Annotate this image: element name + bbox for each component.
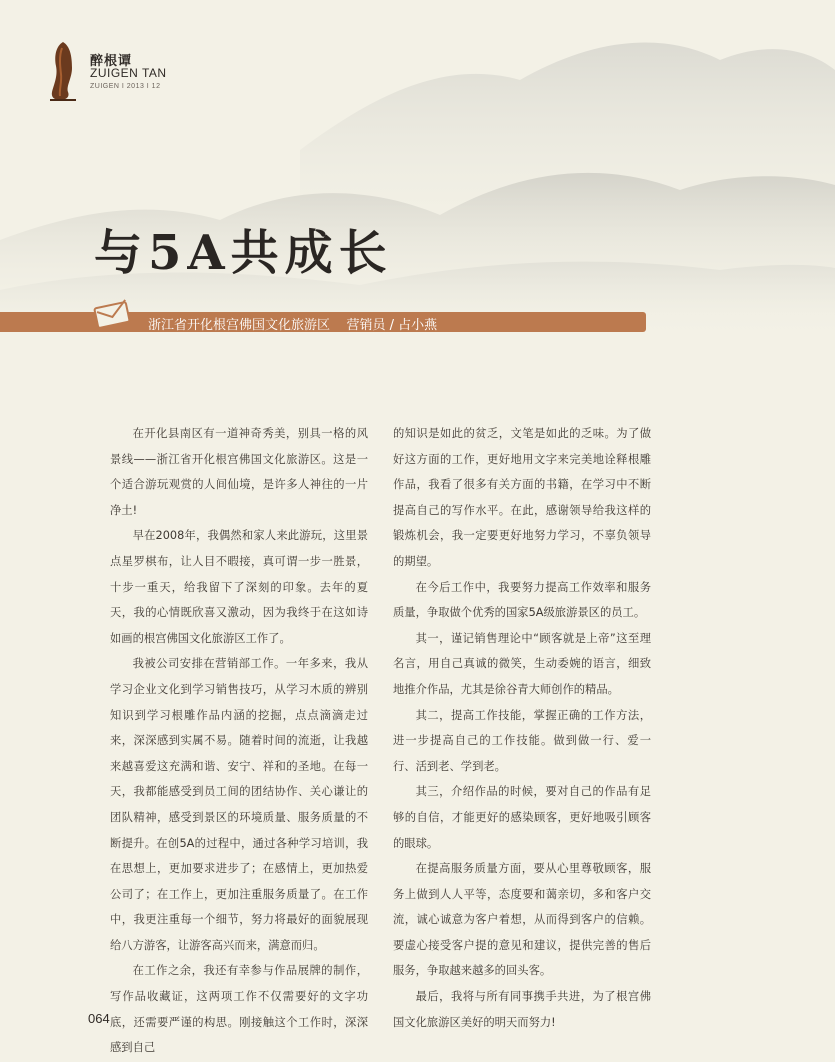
paragraph: 最后，我将与所有同事携手共进，为了根宫佛国文化旅游区美好的明天而努力! bbox=[393, 990, 651, 1029]
issue-number: ZUIGEN I 2013 I 12 bbox=[90, 83, 161, 90]
envelope-icon bbox=[92, 297, 134, 331]
paragraph: 的知识是如此的贫乏，文笔是如此的乏味。为了做好这方面的工作，更好地用文字来完美地诠释根雕作品，我看了很多有关方面的书籍，在学习中不断提高自己的写作水平。在此，感谢领导给我这样的锻炼机会，我一定要更好地努力学习，不辜负领导的期望。 bbox=[393, 427, 651, 568]
paragraph: 早在2008年，我偶然和家人来此游玩，这里景点星罗棋布，让人目不暇接，真可谓一步一胜景，十步一重天，给我留下了深刻的印象。去年的夏天，我的心情既欣喜又激动，因为我终于在这如诗如画的根宫佛国文化旅游区工作了。 bbox=[110, 529, 368, 645]
paragraph: 其三，介绍作品的时候，要对自己的作品有足够的自信，才能更好的感染顾客，更好地吸引顾客的眼球。 bbox=[393, 785, 651, 850]
paragraph: 在开化县南区有一道神奇秀美，别具一格的风景线——浙江省开化根宫佛国文化旅游区。这是一个适合游玩观赏的人间仙境，是许多人神往的一片净土! bbox=[110, 427, 368, 517]
paragraph: 在今后工作中，我要努力提高工作效率和服务质量，争取做个优秀的国家5A级旅游景区的员工。 bbox=[393, 580, 651, 620]
paragraph: 我被公司安排在营销部工作。一年多来，我从学习企业文化到学习销售技巧，从学习木质的辨别知识到学习根雕作品内涵的挖掘，点点滴滴走过来，深深感到实属不易。随着时间的流逝，让我越来越喜爱这充满和谐、安宁、祥和的圣地。在每一天，我都能感受到员工间的团结协作、关心谦让的团队精神，感受到景区的环境质量、服务质量的不断提升。在创5A的过程中，通过各种学习培训，我在思想上，更加要求进步了；在感情上，更加热爱公司了；在工作上，更加注重服务质量了。在工作中，我更注重每一个细节，努力将最好的面貌展现给八方游客，让游客高兴而来，满意而归。 bbox=[110, 657, 368, 952]
article-column-left bbox=[110, 421, 368, 1061]
article-column-right bbox=[393, 421, 651, 1035]
paragraph: 其一，谨记销售理论中“顾客就是上帝”这至理名言，用自己真诚的微笑，生动委婉的语言，细致地推介作品，尤其是徐谷青大师创作的精品。 bbox=[393, 631, 651, 696]
paragraph: 其二，提高工作技能，掌握正确的工作方法，进一步提高自己的工作技能。做到做一行、爱一行、活到老、学到老。 bbox=[393, 708, 651, 773]
magazine-name-english: ZUIGEN TAN bbox=[90, 66, 167, 80]
byline: 浙江省开化根宫佛国文化旅游区 营销员 / 占小燕 bbox=[148, 318, 438, 333]
root-carving-logo-icon bbox=[48, 40, 78, 102]
magazine-name: 醉根谭 bbox=[90, 54, 133, 69]
paragraph: 在工作之余，我还有幸参与作品展牌的制作，写作品收藏证，这两项工作不仅需要好的文字功底，还需要严谨的构思。刚接触这个工作时，深深感到自己 bbox=[110, 964, 368, 1055]
paragraph: 在提高服务质量方面，要从心里尊敬顾客，服务上做到人人平等，态度要和蔼亲切，多和客户交流，诚心诚意为客户着想，从而得到客户的信赖。要虚心接受客户提的意见和建议，提供完善的售后服务，争取越来越多的回头客。 bbox=[393, 862, 651, 978]
article-title: 与5A共成长 bbox=[94, 225, 393, 281]
page-number: 064 bbox=[88, 1011, 110, 1026]
